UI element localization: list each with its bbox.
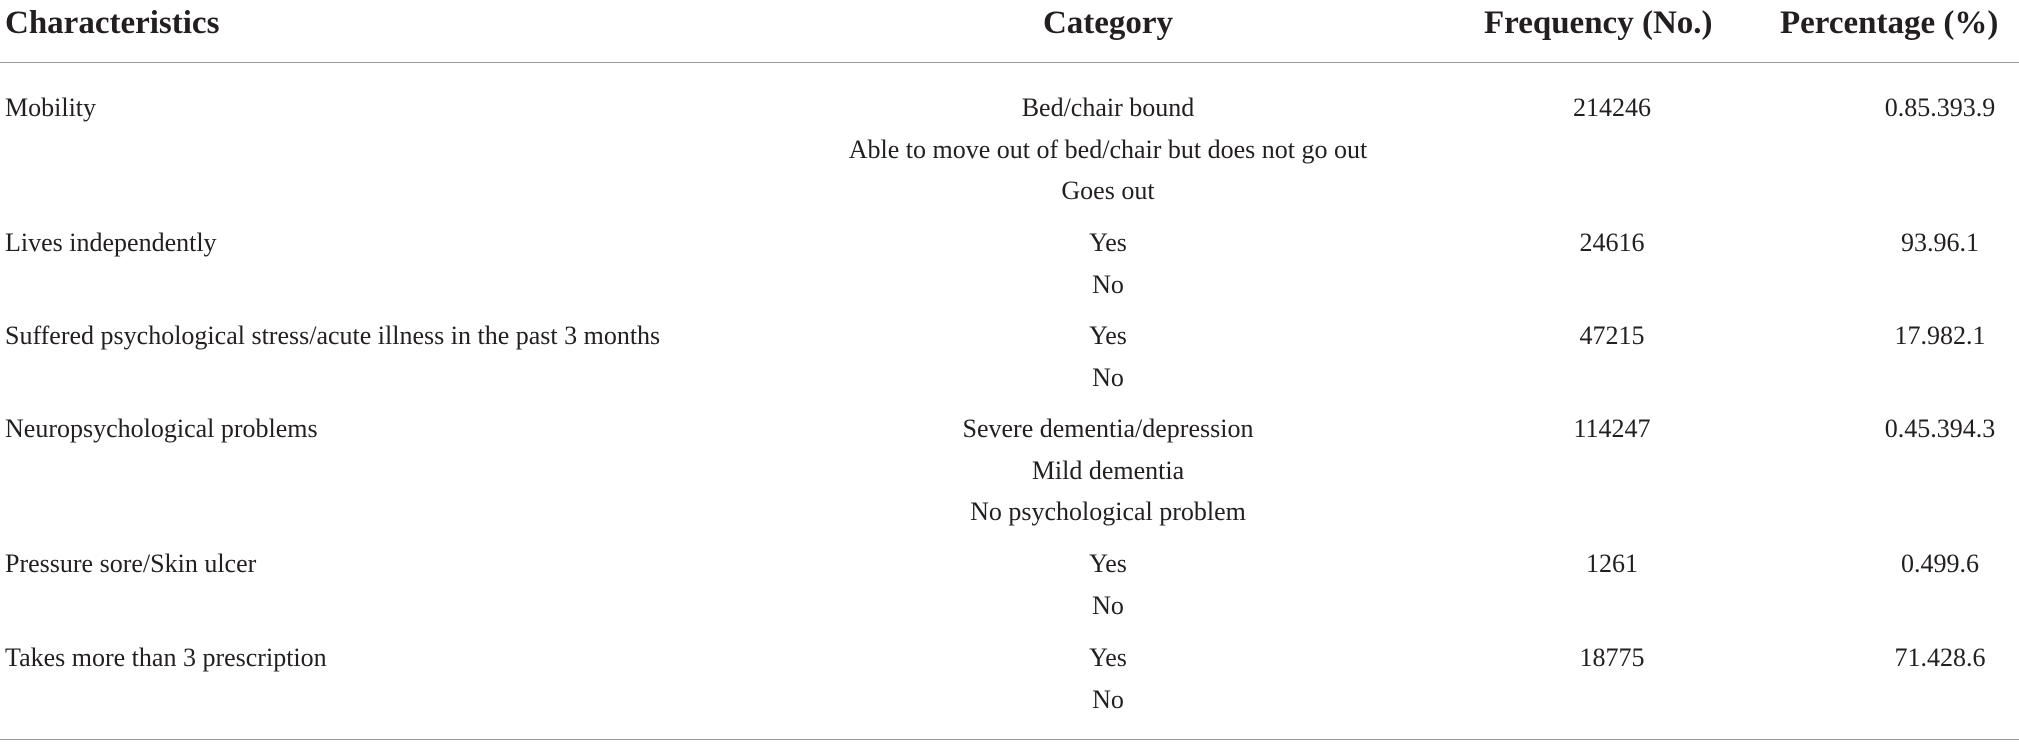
category-value: No bbox=[1092, 269, 1124, 299]
category-value: Able to move out of bed/chair but does not go out bbox=[848, 134, 1368, 164]
characteristic-cell: Pressure sore/Skin ulcer bbox=[5, 549, 257, 578]
percentage-cell: 17.982.1 bbox=[1894, 321, 1986, 350]
category-cell bbox=[708, 87, 1508, 212]
header-characteristics: Characteristics bbox=[5, 5, 220, 41]
category-cell bbox=[708, 637, 1508, 720]
category-value: Severe dementia/depression bbox=[962, 414, 1254, 443]
characteristic-cell: Mobility bbox=[5, 93, 97, 122]
frequency-cell: 114247 bbox=[1573, 414, 1651, 443]
frequency-cell: 1261 bbox=[1586, 549, 1638, 578]
header-frequency: Frequency (No.) bbox=[1484, 5, 1713, 41]
table-bottom-rule bbox=[0, 739, 2019, 740]
category-value: No psychological problem bbox=[970, 497, 1246, 526]
header-category: Category bbox=[1042, 5, 1174, 41]
percentage-cell: 71.428.6 bbox=[1894, 643, 1986, 672]
category-value: No bbox=[1092, 362, 1124, 392]
percentage-cell: 93.96.1 bbox=[1901, 228, 1979, 257]
category-cell bbox=[708, 315, 1508, 398]
category-value: Yes bbox=[1089, 643, 1127, 672]
category-value: No bbox=[1092, 684, 1124, 714]
percentage-cell: 0.45.394.3 bbox=[1884, 414, 1996, 443]
frequency-cell: 214246 bbox=[1573, 93, 1651, 122]
percentage-cell: 0.499.6 bbox=[1901, 549, 1979, 578]
characteristic-cell: Neuropsychological problems bbox=[5, 414, 318, 443]
category-value: Yes bbox=[1089, 321, 1127, 350]
category-value: Yes bbox=[1089, 549, 1127, 578]
frequency-cell: 24616 bbox=[1579, 228, 1645, 257]
frequency-cell: 47215 bbox=[1579, 321, 1645, 350]
category-value: Mild dementia bbox=[1031, 455, 1185, 485]
frequency-cell: 18775 bbox=[1579, 643, 1645, 672]
characteristic-cell: Lives independently bbox=[5, 228, 217, 257]
category-value: No bbox=[1092, 590, 1124, 620]
category-value: Goes out bbox=[1061, 176, 1155, 205]
category-value: Bed/chair bound bbox=[1021, 93, 1195, 122]
header-percentage: Percentage (%) bbox=[1780, 5, 1999, 41]
characteristic-cell: Suffered psychological stress/acute illness in the past 3 months bbox=[5, 321, 661, 350]
category-cell bbox=[708, 222, 1508, 305]
percentage-cell: 0.85.393.9 bbox=[1884, 93, 1996, 122]
characteristic-cell: Takes more than 3 prescription bbox=[5, 643, 327, 672]
category-cell bbox=[708, 543, 1508, 626]
category-value: Yes bbox=[1089, 228, 1127, 257]
category-cell bbox=[708, 408, 1508, 533]
table-header bbox=[0, 0, 2019, 63]
